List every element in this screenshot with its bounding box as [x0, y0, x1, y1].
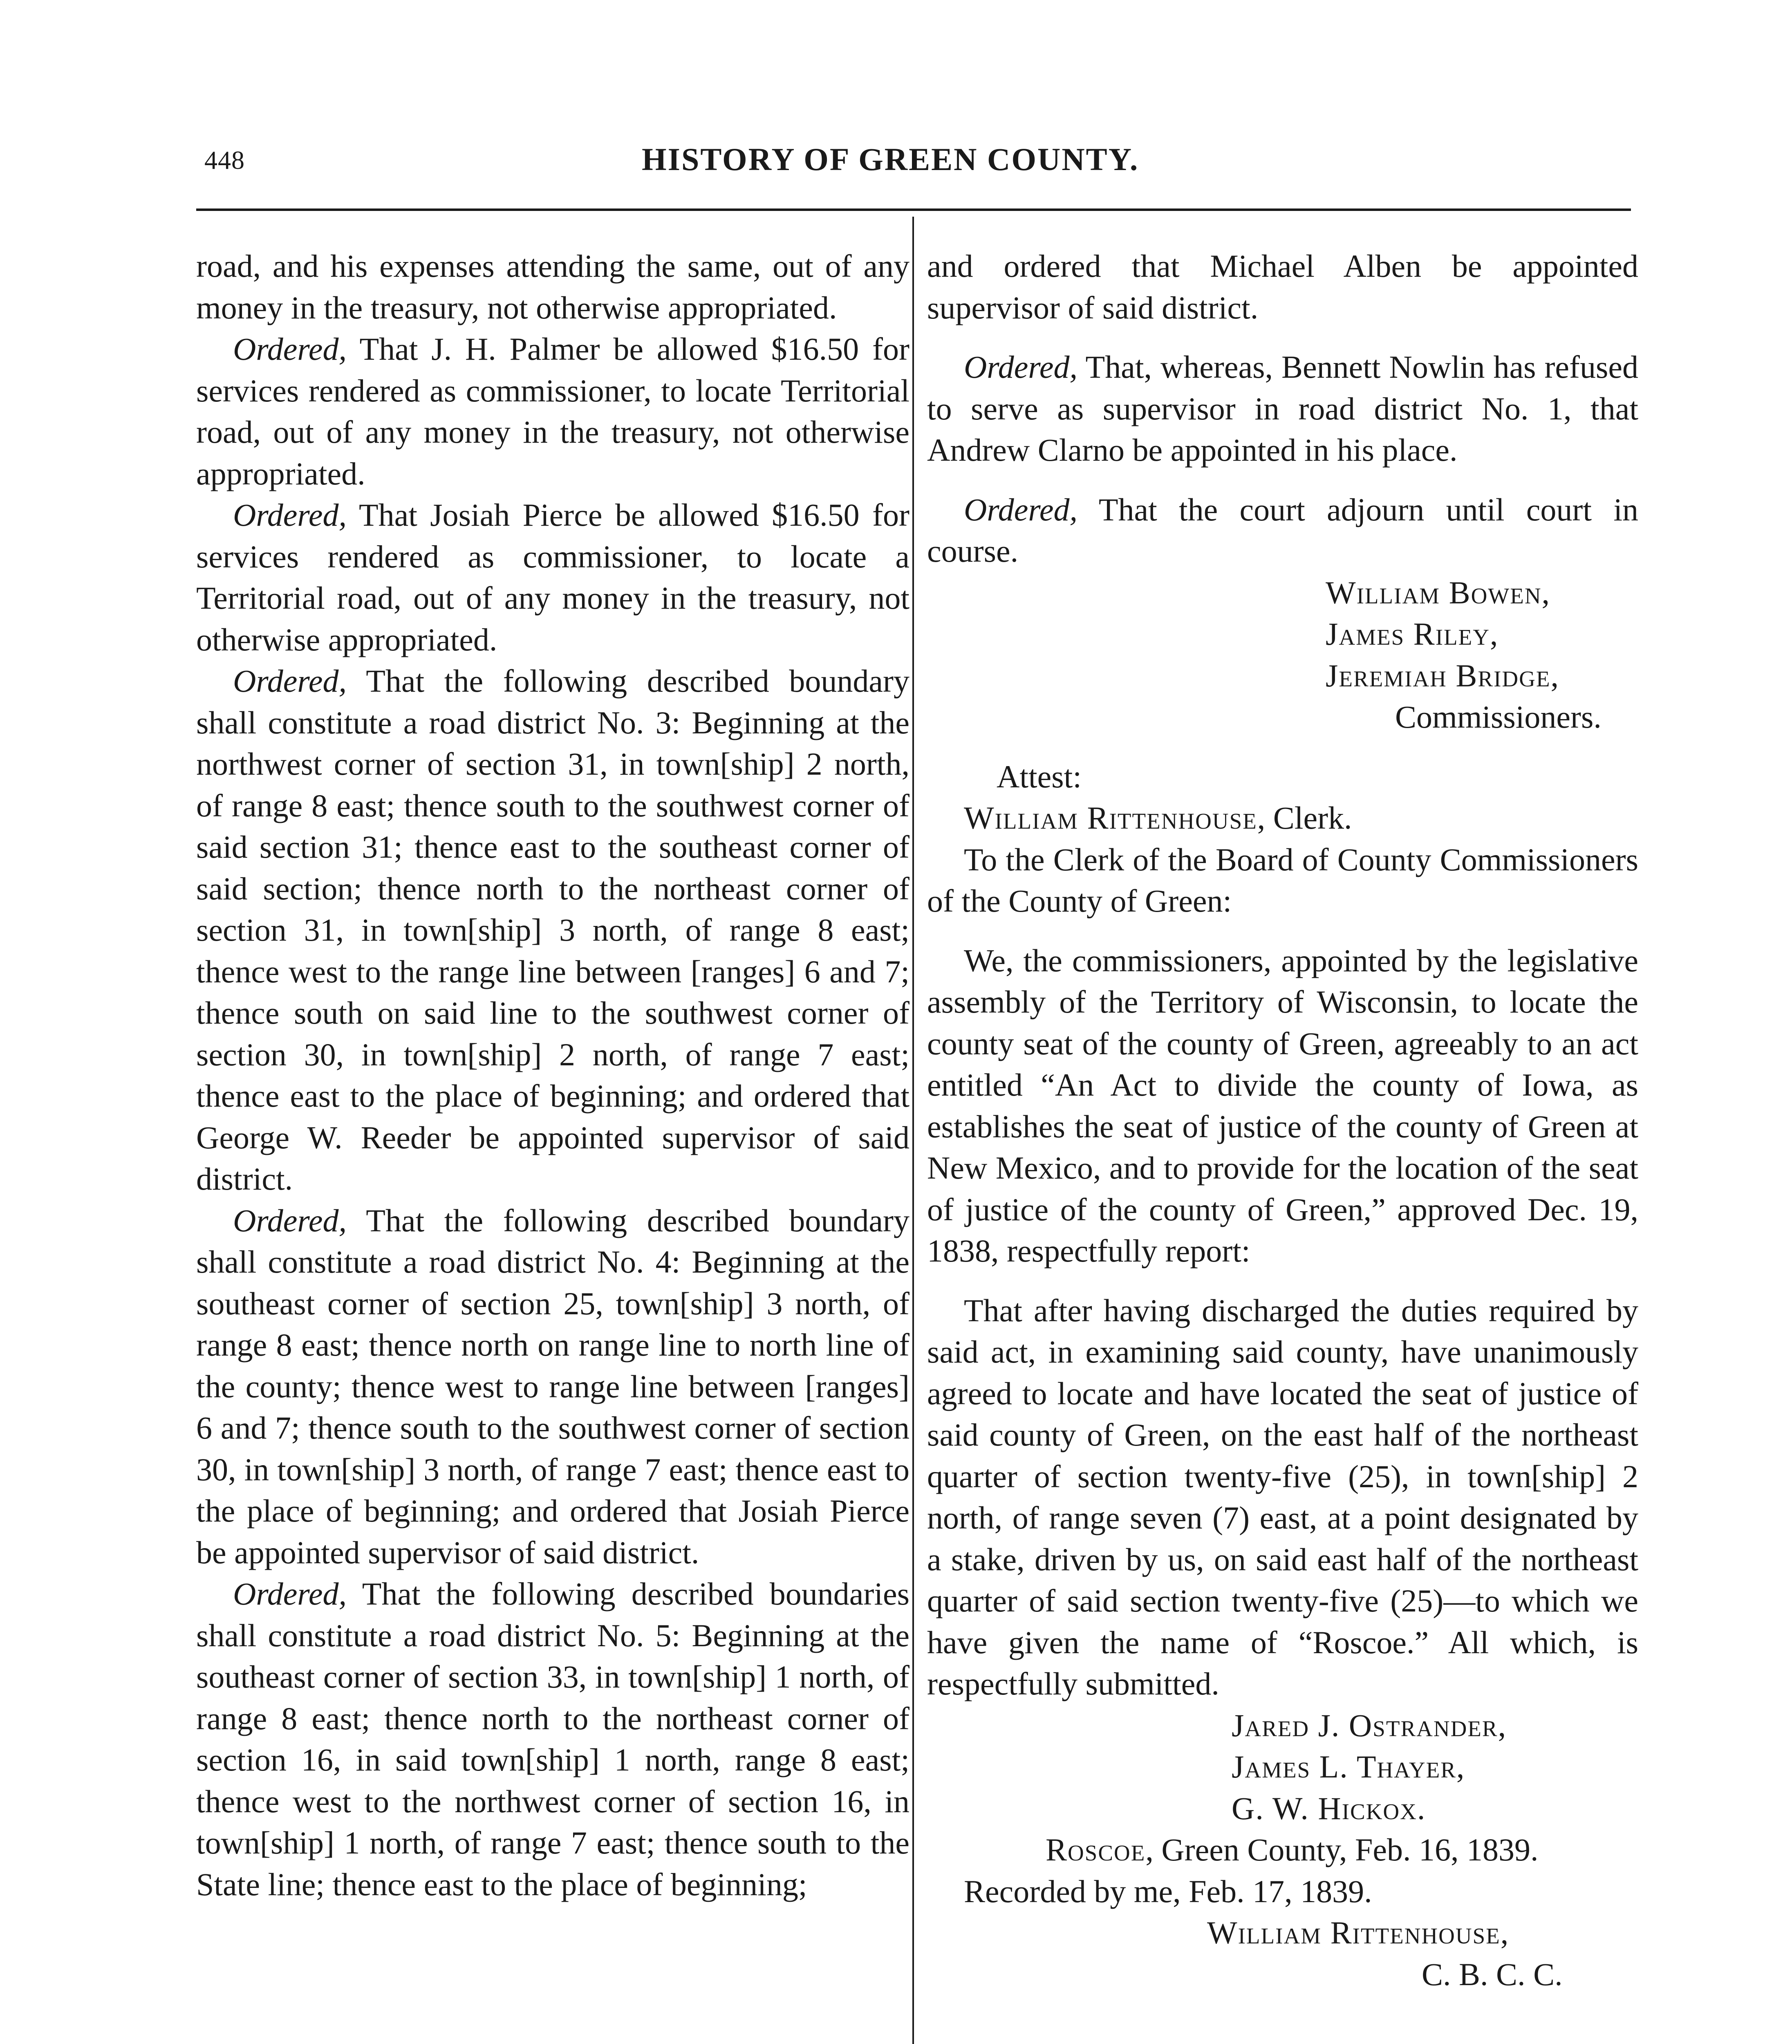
- left-paragraph-6: [196, 1573, 909, 1905]
- recorded-line: Recorded by me, Feb. 17, 1839.: [964, 1873, 1372, 1909]
- signature-william-bowen: William Bowen,: [1326, 574, 1551, 610]
- left-paragraph-4: [196, 660, 909, 1200]
- ordered-label: Ordered,: [964, 491, 1077, 527]
- right-paragraph-3: [927, 489, 1638, 572]
- ordered-label: Ordered,: [233, 497, 347, 533]
- paragraph-text: That the following described boundary shall constitute a road district No. 4: Beginning at the southeast corner of section 25, town[ship] 3 north, of range 8 east; thence north on range line to north line of the county; thence west to range line between [ranges] 6 and 7; thence south to the southwest corner of section 30, in town[ship] 3 north, of range 7 east; thence east to the place of beginning; and ordered that Josiah Pierce be appointed supervisor of said district.: [196, 1202, 909, 1570]
- report-paragraph-2: That after having discharged the duties required by said act, in examining said county, have unanimously agreed to locate and have located the seat of justice of said county of Green, on the east half of the northeast quarter of section twenty-five (25), in town[ship] 2 north, of range seven (7) east, at a point designated by a stake, driven by us, on said east half of the northeast quarter of said section twenty-five (25)—to which we have given the name of “Roscoe.” All which, is respectfully submitted.: [927, 1292, 1638, 1701]
- right-paragraph-1: and ordered that Michael Alben be appointed supervisor of said district.: [927, 248, 1638, 325]
- left-paragraph-1: road, and his expenses attending the same, out of any money in the treasury, not otherwise appropriated.: [196, 248, 909, 325]
- signature-james-riley: James Riley,: [1326, 616, 1499, 652]
- right-column: [927, 245, 1638, 1995]
- signature-title-commissioners: Commissioners.: [1395, 699, 1602, 735]
- right-paragraph-2: [927, 346, 1638, 471]
- paragraph-text: That Josiah Pierce be allowed $16.50 for services rendered as commissioner, to locate a Territorial road, out of any money in the treasury, not otherwise appropriated.: [196, 497, 909, 657]
- paragraph-text: That the following described boundary shall constitute a road district No. 3: Beginning at the northwest corner of section 31, in town[ship] 2 north, of range 8 east; thence south to the southwest corner of said section 31; thence east to the southeast corner of said section; thence north to the northeast corner of section 31, in town[ship] 3 north, of range 8 east; thence west to the range line between [ranges] 6 and 7; thence south on said line to the southwest corner of section 30, in town[ship] 2 north, of range 7 east; thence east to the place of beginning; and ordered that George W. Reeder be appointed supervisor of said district.: [196, 663, 909, 1197]
- header-rule: [196, 208, 1631, 211]
- ordered-label: Ordered,: [964, 349, 1077, 385]
- signature-title-cbcc: C. B. C. C.: [1422, 1956, 1563, 1992]
- signature-jared-ostrander: Jared J. Ostrander,: [1232, 1707, 1507, 1743]
- place-name: Roscoe: [1046, 1832, 1146, 1867]
- paragraph-text: That, whereas, Bennett Nowlin has refused to serve as supervisor in road district No. 1, that Andrew Clarno be appointed in his place.: [927, 349, 1638, 468]
- page-number: 448: [204, 146, 245, 175]
- left-column: [196, 245, 909, 1905]
- attest-clerk-name: William Rittenhouse: [964, 800, 1257, 836]
- column-divider: [912, 217, 914, 2044]
- ordered-label: Ordered,: [233, 1202, 347, 1238]
- paragraph-text: That the following described boundaries shall constitute a road district No. 5: Beginning at the southeast corner of section 33, in town[ship] 1 north, of range 8 east; thence north to the northeast corner of section 16, in said town[ship] 1 north, range 8 east; thence west to the northwest corner of section 16, in town[ship] 1 north, of range 7 east; thence south to the State line; thence east to the place of beginning;: [196, 1576, 909, 1902]
- place-date: , Green County, Feb. 16, 1839.: [1145, 1832, 1539, 1867]
- running-title: HISTORY OF GREEN COUNTY.: [642, 141, 1139, 177]
- attest-clerk-role: , Clerk.: [1257, 800, 1352, 836]
- left-paragraph-2: [196, 328, 909, 494]
- signature-gw-hickox: G. W. Hickox.: [1232, 1790, 1426, 1826]
- report-paragraph-1: We, the commissioners, appointed by the legislative assembly of the Territory of Wisconsin, to locate the county seat of the county of Green, agreeably to an act entitled “An Act to divide the county of Iowa, as establishes the seat of justice of the county of Green at New Mexico, and to provide for the location of the seat of justice of the county of Green,” approved Dec. 19, 1838, respectfully report:: [927, 942, 1638, 1269]
- ordered-label: Ordered,: [233, 331, 347, 367]
- ordered-label: Ordered,: [233, 663, 347, 699]
- left-paragraph-5: [196, 1200, 909, 1573]
- signature-james-thayer: James L. Thayer,: [1232, 1749, 1465, 1784]
- signature-william-rittenhouse: William Rittenhouse,: [1207, 1915, 1510, 1950]
- attest-label: Attest:: [997, 758, 1082, 794]
- paragraph-text: That the court adjourn until court in course.: [927, 491, 1638, 569]
- attest-signature: [927, 797, 1638, 839]
- left-paragraph-3: [196, 494, 909, 660]
- signature-jeremiah-bridge: Jeremiah Bridge,: [1326, 657, 1559, 693]
- paragraph-text: That J. H. Palmer be allowed $16.50 for services rendered as commissioner, to locate Territorial road, out of any money in the treasury, not otherwise appropriated.: [196, 331, 909, 491]
- place-and-date: [927, 1829, 1638, 1871]
- address-to-clerk: To the Clerk of the Board of County Commissioners of the County of Green:: [927, 841, 1638, 919]
- ordered-label: Ordered,: [233, 1576, 347, 1611]
